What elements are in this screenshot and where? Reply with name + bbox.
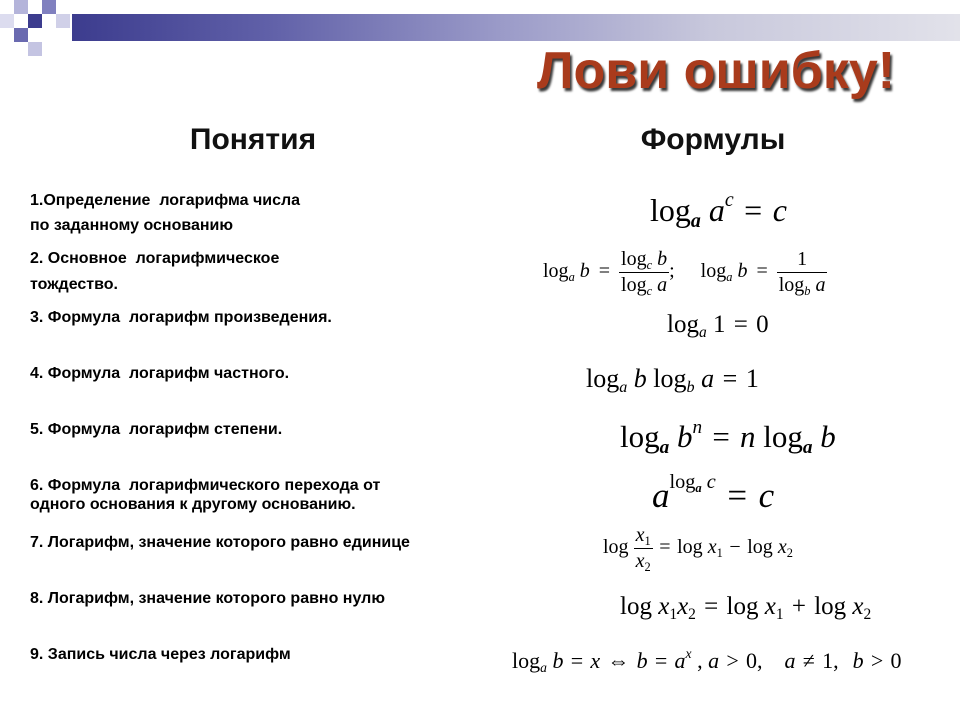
log-function: log bbox=[726, 593, 759, 620]
log-argument: b bbox=[552, 648, 564, 673]
equals-sign: = bbox=[654, 648, 668, 673]
decor-square bbox=[28, 14, 42, 28]
concept-6-line-2: одного основания к другому основанию. bbox=[30, 496, 356, 513]
log-base: c bbox=[646, 257, 653, 272]
fraction-numerator bbox=[634, 524, 653, 549]
decor-square bbox=[56, 14, 70, 28]
equivalence-arrow: ⇔ bbox=[607, 648, 630, 673]
log-base: a bbox=[698, 323, 707, 341]
concept-4: 4. Формула логарифм частного. bbox=[30, 365, 290, 382]
log-argument: b bbox=[657, 248, 668, 270]
log-base: a bbox=[690, 210, 701, 233]
concept-5: 5. Формула логарифм степени. bbox=[30, 421, 283, 438]
formula-7 bbox=[603, 524, 793, 573]
decor-square bbox=[14, 28, 28, 42]
log-argument: a bbox=[708, 192, 725, 228]
log-base: b bbox=[804, 283, 811, 298]
equals-sign: = bbox=[598, 260, 611, 283]
concept-1-line-2: по заданному основанию bbox=[30, 217, 234, 234]
result-value: c bbox=[758, 476, 775, 515]
minus-sign: − bbox=[729, 536, 741, 559]
equals-sign: = bbox=[722, 364, 738, 393]
formula-8 bbox=[620, 593, 872, 623]
log-argument: b bbox=[579, 260, 590, 283]
result-value: c bbox=[772, 192, 787, 228]
condition-value: 0 bbox=[890, 648, 902, 673]
log-function: log bbox=[543, 260, 569, 283]
log-function: log bbox=[621, 274, 647, 296]
concept-3: 3. Формула логарифм произведения. bbox=[30, 309, 332, 326]
equals-sign: = bbox=[727, 476, 748, 515]
condition-variable: b bbox=[852, 648, 864, 673]
slide-title: Лови ошибку! bbox=[537, 42, 896, 100]
formula-1 bbox=[650, 189, 787, 233]
variable-x: x bbox=[635, 550, 645, 572]
log-base: b bbox=[686, 379, 695, 397]
column-header-formulas: Формулы bbox=[640, 123, 786, 156]
log-function: log bbox=[650, 192, 691, 228]
log-function: log bbox=[814, 593, 847, 620]
subscript-index: 1 bbox=[716, 546, 723, 561]
log-base: c bbox=[646, 283, 653, 298]
log-base: a bbox=[695, 480, 702, 495]
log-base: a bbox=[540, 660, 547, 676]
log-base: a bbox=[659, 437, 670, 459]
formula-3 bbox=[667, 311, 769, 341]
fraction-numerator bbox=[777, 248, 828, 273]
exponent-group bbox=[670, 471, 716, 493]
variable-x: x bbox=[677, 593, 689, 620]
column-header-concepts: Понятия bbox=[189, 123, 317, 156]
formula-2 bbox=[543, 248, 827, 297]
concept-2-line-2: тождество. bbox=[30, 276, 118, 293]
equals-sign: = bbox=[704, 593, 719, 620]
log-function: log bbox=[677, 536, 703, 559]
log-function: log bbox=[778, 274, 805, 296]
coefficient: n bbox=[740, 419, 756, 454]
variable-x: x bbox=[635, 524, 645, 546]
log-base: a bbox=[619, 379, 628, 397]
fraction-denominator bbox=[619, 273, 669, 297]
subscript-index: 1 bbox=[669, 605, 678, 623]
concept-8: 8. Логарифм, значение которого равно нулю bbox=[30, 590, 385, 607]
equals-sign: = bbox=[712, 419, 730, 454]
fraction-numerator bbox=[619, 248, 669, 273]
decor-square bbox=[0, 14, 14, 28]
not-equal-sign: ≠ bbox=[802, 648, 815, 673]
formula-9 bbox=[512, 645, 902, 676]
concept-6-line-1: 6. Формула логарифмического перехода от bbox=[30, 477, 381, 494]
formula-6 bbox=[652, 470, 775, 515]
concept-9: 9. Запись числа через логарифм bbox=[30, 646, 291, 663]
log-argument: a bbox=[701, 364, 715, 393]
log-function: log bbox=[586, 364, 620, 393]
concept-7: 7. Логарифм, значение которого равно единице bbox=[30, 534, 410, 551]
greater-than-sign: > bbox=[870, 648, 884, 673]
variable-x: x bbox=[590, 648, 601, 673]
subscript-index: 2 bbox=[644, 559, 651, 574]
log-function: log bbox=[512, 648, 541, 673]
variable-x: x bbox=[852, 593, 864, 620]
equals-sign: = bbox=[659, 536, 671, 559]
log-argument: c bbox=[706, 470, 716, 493]
condition-variable: a bbox=[708, 648, 720, 673]
variable-x: x bbox=[658, 593, 670, 620]
plus-sign: + bbox=[791, 593, 806, 620]
log-function: log bbox=[747, 536, 773, 559]
equals-sign: = bbox=[570, 648, 584, 673]
header-bar bbox=[72, 14, 960, 41]
log-base: a bbox=[726, 270, 733, 285]
log-function: log bbox=[763, 419, 803, 454]
comma: , bbox=[697, 648, 703, 673]
log-argument: a bbox=[657, 274, 668, 296]
exponent: x bbox=[685, 645, 692, 661]
condition-value: 0 bbox=[746, 648, 758, 673]
log-function: log bbox=[667, 311, 699, 338]
subscript-index: 1 bbox=[775, 605, 784, 623]
decor-square bbox=[14, 0, 28, 14]
fraction bbox=[619, 248, 669, 297]
variable-x: x bbox=[764, 593, 776, 620]
log-function: log bbox=[620, 593, 652, 620]
log-function: log bbox=[621, 248, 647, 270]
formula-5 bbox=[620, 416, 836, 459]
formula-4 bbox=[586, 364, 759, 397]
exponent: n bbox=[692, 416, 703, 438]
log-function: log bbox=[603, 536, 629, 559]
variable-b: b bbox=[636, 648, 648, 673]
log-argument: b bbox=[676, 419, 693, 454]
condition-variable: a bbox=[784, 648, 796, 673]
log-base: a bbox=[568, 270, 575, 285]
concept-2-line-1: 2. Основное логарифмическое bbox=[30, 250, 280, 267]
log-argument: b bbox=[820, 419, 836, 454]
log-argument: b bbox=[633, 364, 647, 393]
log-argument: a bbox=[815, 274, 826, 296]
comma: , bbox=[833, 648, 839, 673]
fraction bbox=[634, 524, 653, 573]
result-value: 1 bbox=[745, 364, 759, 393]
concept-1-line-1: 1.Определение логарифма числа bbox=[30, 192, 301, 209]
greater-than-sign: > bbox=[726, 648, 739, 673]
power-base: a bbox=[674, 648, 686, 673]
fraction-denominator bbox=[777, 273, 828, 297]
fraction bbox=[777, 248, 828, 297]
equals-sign: = bbox=[744, 192, 763, 228]
decor-square bbox=[42, 0, 56, 14]
condition-value: 1 bbox=[822, 648, 834, 673]
subscript-index: 2 bbox=[863, 605, 872, 623]
log-function: log bbox=[669, 470, 696, 493]
equals-sign: = bbox=[756, 260, 768, 283]
log-function: log bbox=[653, 364, 687, 393]
numerator-value: 1 bbox=[797, 248, 808, 270]
subscript-index: 2 bbox=[688, 605, 696, 623]
subscript-index: 2 bbox=[786, 546, 793, 561]
exponent: c bbox=[724, 189, 734, 212]
equals-sign: = bbox=[733, 311, 748, 338]
comma: , bbox=[757, 648, 763, 673]
power-base: a bbox=[652, 476, 670, 515]
variable-x: x bbox=[707, 536, 717, 559]
result-value: 0 bbox=[756, 311, 769, 338]
variable-x: x bbox=[777, 536, 787, 559]
subscript-index: 1 bbox=[644, 533, 651, 548]
log-base: a bbox=[802, 437, 813, 459]
log-function: log bbox=[620, 419, 660, 454]
log-argument: 1 bbox=[712, 311, 726, 338]
log-function: log bbox=[700, 260, 727, 283]
log-argument: b bbox=[737, 260, 748, 283]
decor-square bbox=[28, 42, 42, 56]
fraction-denominator bbox=[634, 549, 653, 573]
semicolon: ; bbox=[669, 260, 675, 283]
